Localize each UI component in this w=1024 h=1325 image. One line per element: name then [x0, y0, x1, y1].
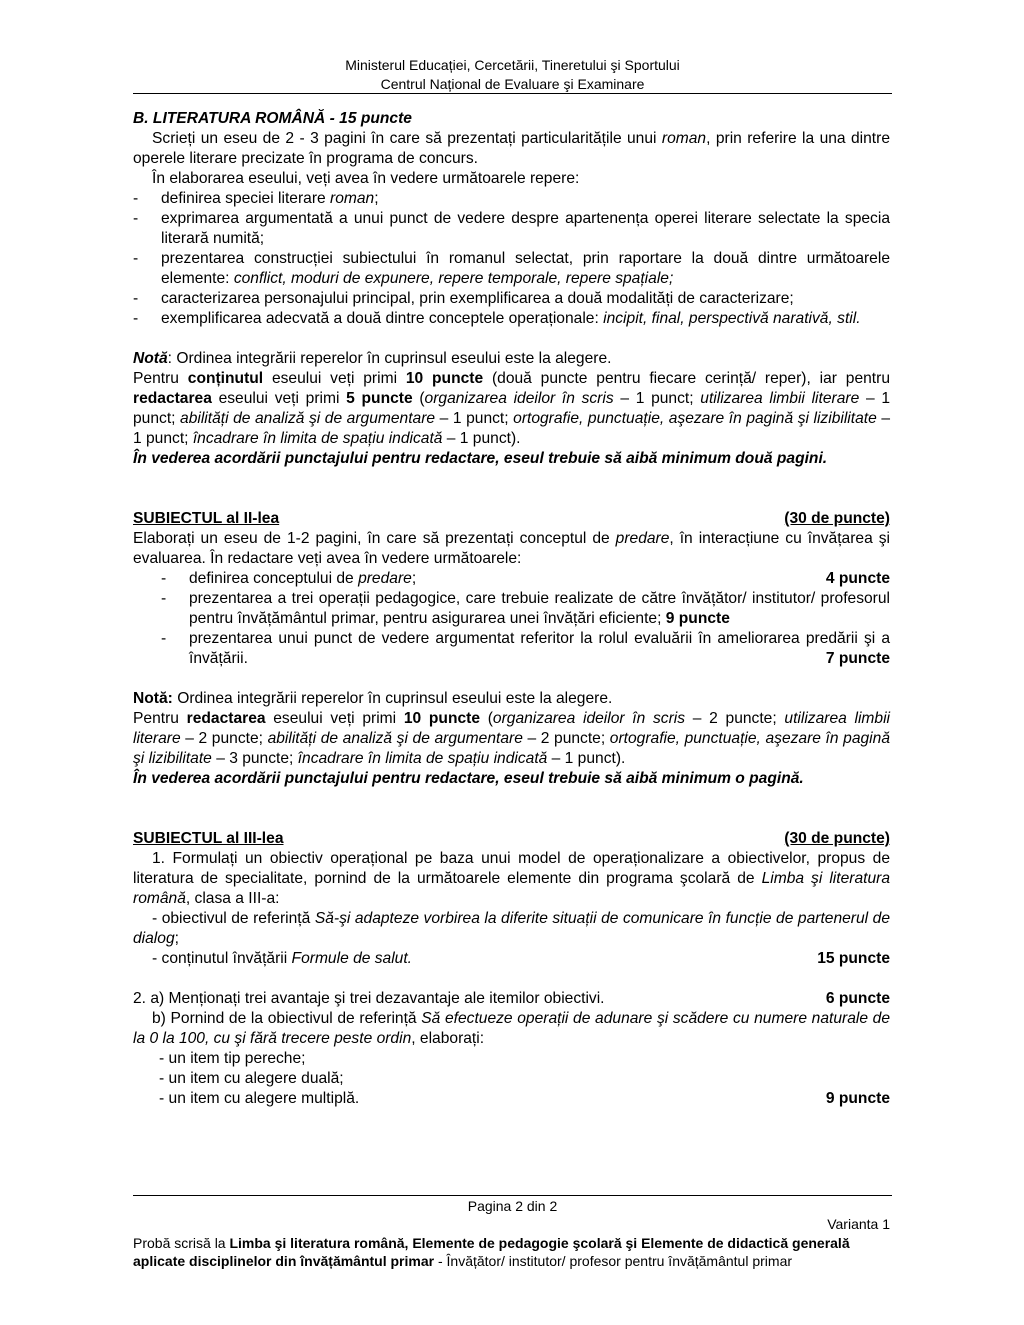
subject-2-item: - definirea conceptului de predare; 4 puncte [161, 570, 890, 587]
subject-3-q1-content: - conținutul învățării Formule de salut. 15 puncte [152, 950, 890, 967]
section-b-bullet: - prezentarea construcției subiectului în romanul selectat, prin raportare la două dintre următoarele elemente: conflict, moduri de expunere, repere temporale, repere spațiale; [133, 250, 890, 287]
header-divider [133, 93, 892, 94]
footer-exam-title: Probă scrisă la Limba şi literatura română, Elemente de pedagogie şcolară şi Elemente de didactică generală aplicate disciplinelor din învățământul primar - Învățător/ institutor/ profesor pentru învățământul primar [133, 1235, 850, 1269]
section-b-bullet: - exemplificarea adecvată a două dintre conceptele operaționale: incipit, final, perspectivă narativă, stil. [133, 310, 861, 327]
subject-3-q1-objective: - obiectivul de referință Să-şi adapteze vorbirea la diferite situații de comunicare în funcție de partenerul de dialog; [133, 910, 890, 947]
section-b-scoring: Pentru conținutul eseului veți primi 10 puncte (două puncte pentru fiecare cerință/ reper), iar pentru redactarea eseului veți primi 5 puncte (organizarea ideilor în scris – 1 punct; utilizarea limbii literare – 1 punct; abilități de analiză şi de argumentare – 1 punct; ortografie, punctuație, aşezare în pagină şi lizibilitate – 1 punct; încadrare în limita de spațiu indicată – 1 punct). [133, 370, 891, 447]
subject-2-scoring: Pentru redactarea eseului veți primi 10 puncte (organizarea ideilor în scris – 2 puncte; utilizarea limbii literare – 2 puncte; abilități de analiză şi de argumentare – 2 puncte; ortografie, punctuație, aşezare în pagină şi lizibilitate – 3 puncte; încadrare în limita de spațiu indicată – 1 punct). [133, 710, 891, 767]
section-b-bullet: - definirea speciei literare roman; [133, 190, 379, 207]
subject-3-q2b: b) Pornind de la obiectivul de referință Să efectueze operații de adunare şi scădere cu numere naturale de la 0 la 100, cu şi fără trecere peste ordin, elaborați: [133, 1010, 890, 1047]
section-b-title: B. LITERATURA ROMÂNĂ - 15 puncte [133, 110, 412, 127]
header-center: Centrul Național de Evaluare şi Examinare [380, 76, 645, 92]
section-b-note: Notă: Ordinea integrării reperelor în cuprinsul eseului este la alegere. [133, 350, 612, 367]
section-b-bullet: - exprimarea argumentată a unui punct de vedere despre apartenența operei literare selectate la specia literară numită; [133, 210, 890, 247]
subject-2-item: - prezentarea a trei operații pedagogice, care trebuie realizate de către învățător/ institutor/ profesorul pentru învățământul primar, pentru asigurarea unei învățări eficiente; 9 puncte [161, 590, 890, 627]
subject-3-title: SUBIECTUL al III-lea [133, 830, 284, 847]
subject-3-q2b-points: 9 puncte [825, 1090, 890, 1107]
subject-3-q2a: 2. a) Menționați trei avantaje şi trei dezavantaje ale itemilor obiectivi. 6 puncte [133, 990, 890, 1007]
subject-2-points: (30 de puncte) [784, 510, 890, 527]
subject-2-final: În vederea acordării punctajului pentru redactare, eseul trebuie să aibă minimum o pagină. [133, 770, 804, 787]
header-ministry: Ministerul Educației, Cercetării, Tineretului şi Sportului [345, 57, 680, 73]
subject-3-heading [133, 829, 890, 849]
variant-label: Varianta 1 [827, 1216, 890, 1232]
subject-3-q1: 1. Formulați un obiectiv operațional pe baza unui model de operaționalizare a obiectivelor, propus de literatura de specialitate, pornind de la următoarele elemente din programa şcolară de Limba şi literatura română, clasa a III-a: [133, 850, 890, 907]
subject-3-q1-points: 15 puncte [817, 950, 890, 967]
section-b-intro2: În elaborarea eseului, veți avea în vedere următoarele repere: [152, 170, 580, 187]
footer-divider [133, 1195, 892, 1196]
page-number: Pagina 2 din 2 [467, 1198, 558, 1214]
subject-3-item: - un item cu alegere multiplă. 9 puncte [159, 1090, 890, 1107]
subject-2-heading [133, 509, 890, 529]
section-b-bullet: - caracterizarea personajului principal, prin exemplificarea a două modalități de caracterizare; [133, 290, 794, 307]
subject-2-item: - prezentarea unui punct de vedere argumentat referitor la rolul evaluării în ameliorarea predării şi a învățării. 7 puncte [161, 630, 890, 667]
subject-3-points: (30 de puncte) [784, 830, 890, 847]
section-b-intro: Scrieți un eseu de 2 - 3 pagini în care să prezentați particularitățile unui roman, prin referire la una dintre operele literare precizate în programa de concurs. [133, 130, 890, 167]
subject-3-item: - un item cu alegere duală; [159, 1070, 344, 1087]
subject-3-item: - un item tip pereche; [159, 1050, 306, 1067]
subject-3-q2a-points: 6 puncte [825, 990, 890, 1007]
subject-2-title: SUBIECTUL al II-lea [133, 510, 280, 527]
subject-2-note: Notă: Ordinea integrării reperelor în cuprinsul eseului este la alegere. [133, 690, 613, 707]
section-b-final: În vederea acordării punctajului pentru redactare, eseul trebuie să aibă minimum două pagini. [133, 450, 828, 467]
subject-2-intro: Elaborați un eseu de 1-2 pagini, în care să prezentați conceptul de predare, în interacțiune cu învățarea şi evaluarea. În redactare veți avea în vedere următoarele: [133, 530, 890, 567]
document-body [133, 109, 890, 1109]
